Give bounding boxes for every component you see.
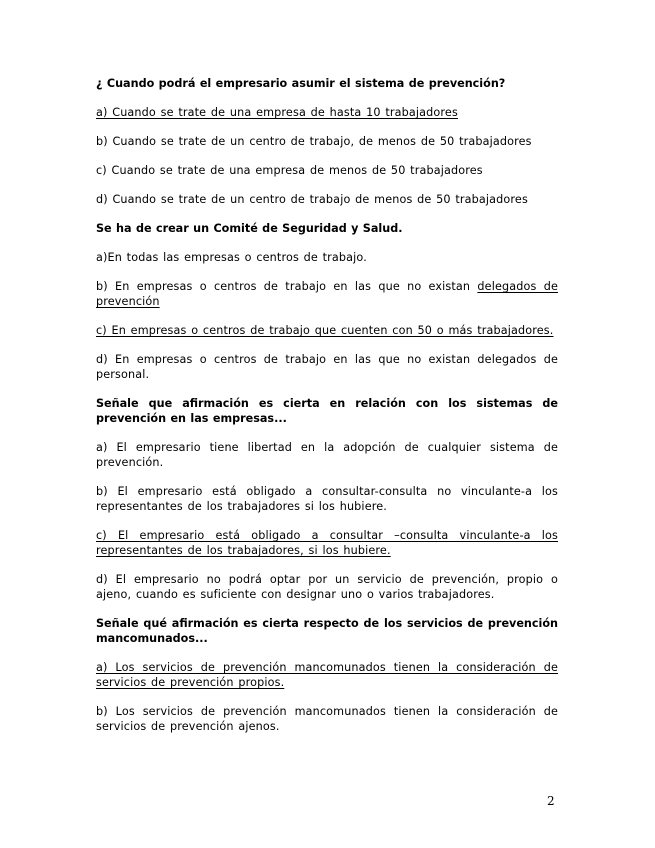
answer-option <box>96 250 558 265</box>
answer-option <box>96 660 558 690</box>
option-text: b) El empresario está obligado a consultar-consulta no vinculante-a los representantes de los trabajadores si los hubiere. <box>96 485 558 513</box>
answer-option <box>96 704 558 734</box>
underlined-text: a) Cuando se trate de una empresa de hasta 10 trabajadores <box>96 106 458 119</box>
answer-option <box>96 352 558 382</box>
answer-option <box>96 484 558 514</box>
option-text: d) El empresario no podrá optar por un servicio de prevención, propio o ajeno, cuando es suficiente con designar uno o varios trabajadores. <box>96 573 558 601</box>
underlined-text: a) Los servicios de prevención mancomunados tienen la consideración de servicios de prevención propios. <box>96 661 558 689</box>
page-number: 2 <box>547 794 555 808</box>
question-heading: Señale que afirmación es cierta en relación con los sistemas de prevención en las empresas... <box>96 397 558 425</box>
option-text: b) Los servicios de prevención mancomunados tienen la consideración de servicios de prevención ajenos. <box>96 705 558 733</box>
answer-option <box>96 528 558 558</box>
document-body <box>96 76 558 748</box>
option-text: b) Cuando se trate de un centro de trabajo, de menos de 50 trabajadores <box>96 135 532 148</box>
answer-option <box>96 163 558 178</box>
option-text: c) Cuando se trate de una empresa de menos de 50 trabajadores <box>96 164 483 177</box>
answer-option <box>96 572 558 602</box>
answer-option <box>96 192 558 207</box>
answer-option <box>96 105 558 120</box>
question-heading: Señale qué afirmación es cierta respecto de los servicios de prevención mancomunados... <box>96 617 558 645</box>
answer-option <box>96 279 558 309</box>
question-heading: Se ha de crear un Comité de Seguridad y Salud. <box>96 222 403 235</box>
answer-option <box>96 323 558 338</box>
answer-option <box>96 134 558 149</box>
option-text: d) Cuando se trate de un centro de trabajo de menos de 50 trabajadores <box>96 193 528 206</box>
underlined-text: c) El empresario está obligado a consultar –consulta vinculante-a los representantes de los trabajadores, si los hubiere. <box>96 529 558 557</box>
option-text: a) El empresario tiene libertad en la adopción de cualquier sistema de prevención. <box>96 441 558 469</box>
option-text: b) En empresas o centros de trabajo en las que no existan <box>96 280 478 293</box>
underlined-text: delegados de prevención <box>96 280 558 308</box>
option-text: a)En todas las empresas o centros de trabajo. <box>96 251 367 264</box>
question-heading: ¿ Cuando podrá el empresario asumir el sistema de prevención? <box>96 77 506 90</box>
option-text: d) En empresas o centros de trabajo en las que no existan delegados de personal. <box>96 353 558 381</box>
underlined-text: c) En empresas o centros de trabajo que cuenten con 50 o más trabajadores. <box>96 324 554 337</box>
answer-option <box>96 440 558 470</box>
